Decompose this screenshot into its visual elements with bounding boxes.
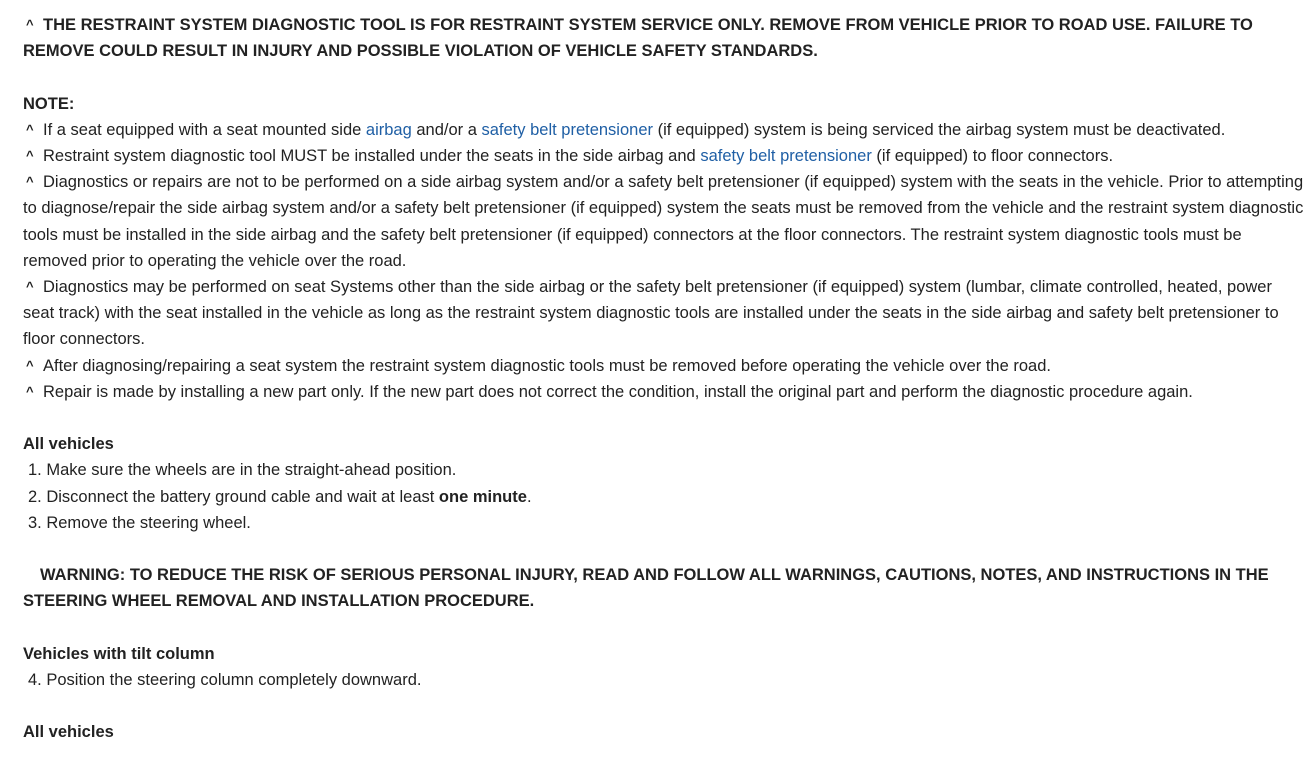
spacer <box>23 405 1308 431</box>
caret-icon: ^ <box>26 357 34 373</box>
note-item-1 <box>23 117 1305 143</box>
note-item-3 <box>23 169 1305 274</box>
section-heading-tilt-column: Vehicles with tilt column <box>23 644 215 663</box>
caution-paragraph <box>23 12 1305 64</box>
step-2-text: 2. Disconnect the battery ground cable and wait at least <box>28 487 439 506</box>
note-item-1-text-a: If a seat equipped with a seat mounted side <box>43 120 366 139</box>
note-heading: NOTE: <box>23 94 75 113</box>
note-item-6 <box>23 379 1305 405</box>
spacer <box>23 536 1308 562</box>
note-item-2-text-b: (if equipped) to floor connectors. <box>871 147 1114 165</box>
caution-text: THE RESTRAINT SYSTEM DIAGNOSTIC TOOL IS FOR RESTRAINT SYSTEM SERVICE ONLY. REMOVE FROM VEHICLE PRIOR TO ROAD USE. FAILURE TO REMOVE COULD RESULT IN INJURY AND POSSIBLE VIOLATION OF VEHICLE SAFETY STANDARDS. <box>23 16 1253 61</box>
note-item-2-text-a: Restraint system diagnostic tool MUST be installed under the seats in the side airbag and <box>43 147 701 165</box>
note-item-6-text: Repair is made by installing a new part only. If the new part does not correct the condition, install the original part and perform the diagnostic procedure again. <box>43 382 1193 401</box>
step-2 <box>23 484 1308 510</box>
caret-icon: ^ <box>26 148 34 163</box>
spacer <box>23 615 1308 641</box>
note-item-5 <box>23 353 1305 379</box>
note-item-5-text: After diagnosing/repairing a seat system the restraint system diagnostic tools must be removed before operating the vehicle over the road. <box>43 356 1051 375</box>
safety-belt-pretensioner-link[interactable]: safety belt pretensioner <box>700 147 872 165</box>
caret-icon: ^ <box>26 174 34 190</box>
step-1: 1. Make sure the wheels are in the straight-ahead position. <box>28 461 457 480</box>
section-heading-all-vehicles-2: All vehicles <box>23 723 114 742</box>
step-2-period: . <box>526 487 532 506</box>
step-2-emphasis: one minute <box>438 487 527 506</box>
note-item-1-text-b: and/or a <box>411 120 482 139</box>
warning-text: WARNING: TO REDUCE THE RISK OF SERIOUS PERSONAL INJURY, READ AND FOLLOW ALL WARNINGS, CAUTIONS, NOTES, AND INSTRUCTIONS IN THE STEERING WHEEL REMOVAL AND INSTALLATION PROCEDURE. <box>23 566 1269 611</box>
note-item-3-text: Diagnostics or repairs are not to be performed on a side airbag system and/or a safety belt pretensioner (if equipped) system with the seats in the vehicle. Prior to attempting to diagnose/repair the side airbag system and/or a safety belt pretensioner (if equipped) system the seats must be removed from the vehicle and the restraint system diagnostic tools must be installed in the side airbag and the safety belt pretensioner (if equipped) connectors at the floor connectors. The restraint system diagnostic tools must be removed prior to operating the vehicle over the road. <box>23 173 1304 270</box>
step-4: 4. Position the steering column completely downward. <box>28 671 422 690</box>
spacer <box>23 64 1308 90</box>
step-3: 3. Remove the steering wheel. <box>28 513 251 532</box>
note-item-2 <box>23 143 1305 169</box>
caret-icon: ^ <box>26 121 34 137</box>
spacer <box>23 693 1308 719</box>
note-item-4-text: Diagnostics may be performed on seat Systems other than the side airbag or the safety belt pretensioner (if equipped) system (lumbar, climate controlled, heated, power seat track) with the seat installed in the vehicle as long as the restraint system diagnostic tools are installed under the seats in the side airbag and safety belt pretensioner to floor connectors. <box>23 278 1279 349</box>
safety-belt-pretensioner-link[interactable]: safety belt pretensioner <box>481 120 654 139</box>
caret-icon: ^ <box>26 279 34 295</box>
section-heading-all-vehicles: All vehicles <box>23 435 114 454</box>
airbag-link[interactable]: airbag <box>365 120 412 139</box>
note-item-1-text-c: (if equipped) system is being serviced the airbag system must be deactivated. <box>653 120 1226 139</box>
caret-icon: ^ <box>26 17 34 32</box>
caret-icon: ^ <box>26 383 34 399</box>
warning-paragraph <box>23 562 1305 614</box>
note-item-4 <box>23 274 1305 353</box>
